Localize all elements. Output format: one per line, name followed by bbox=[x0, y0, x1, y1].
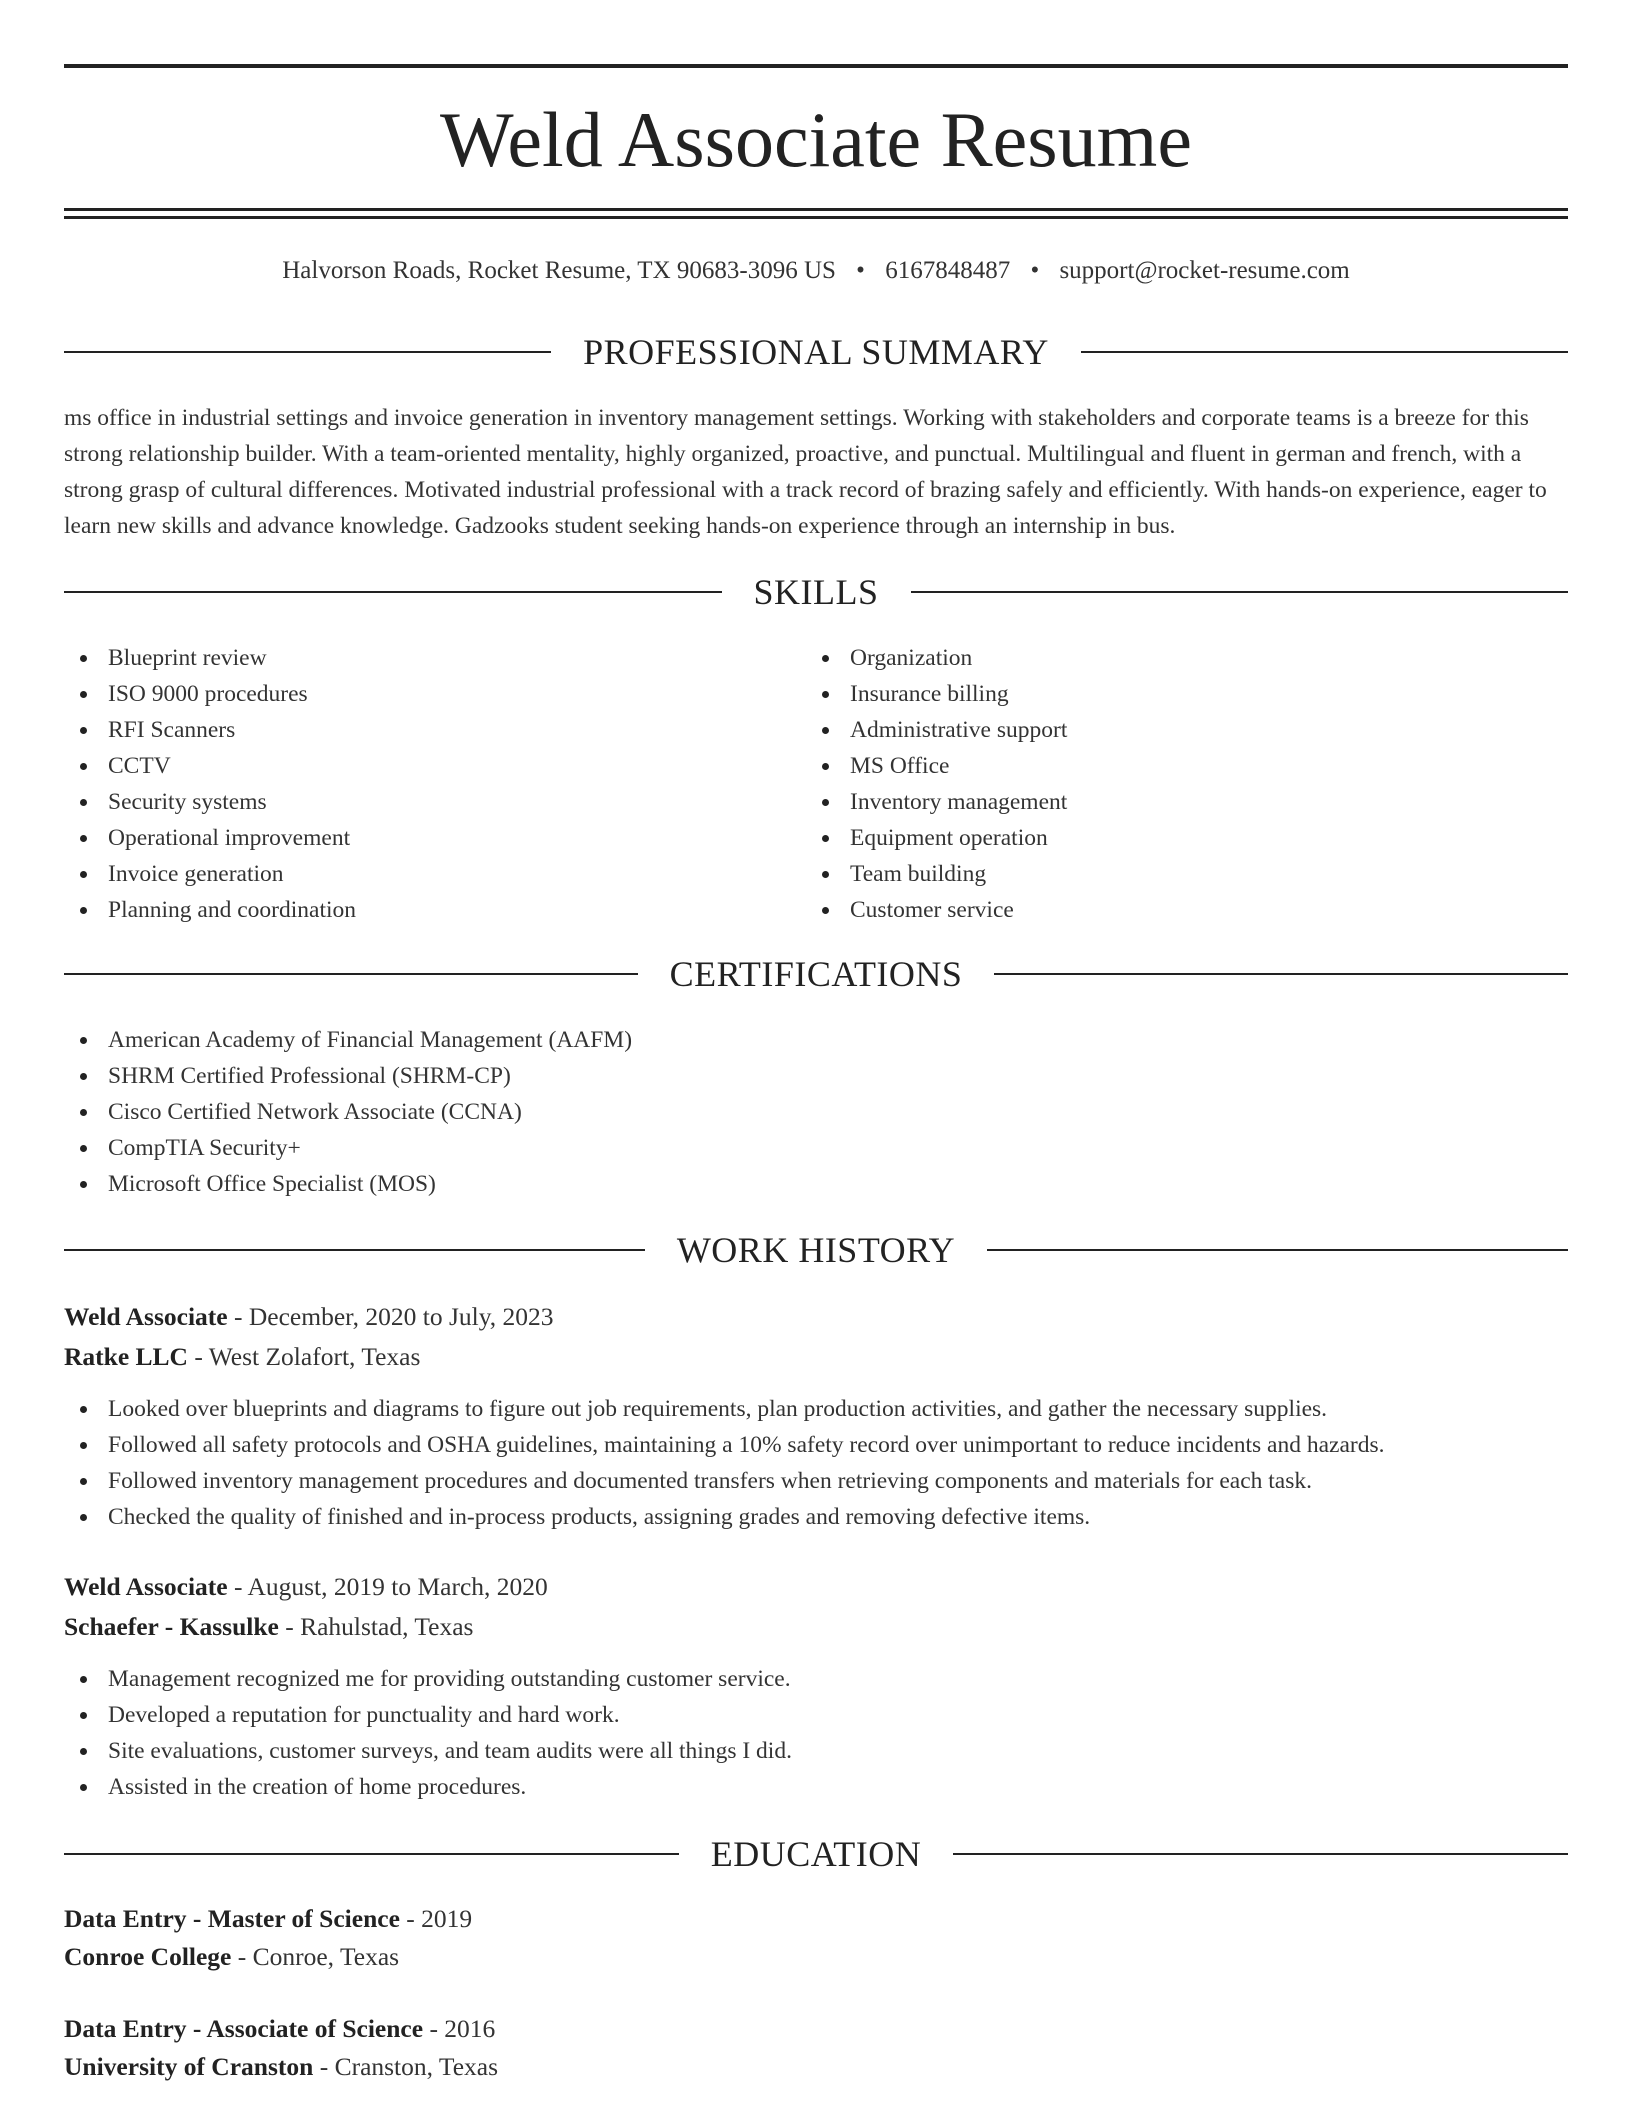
section-title: WORK HISTORY bbox=[676, 1230, 956, 1270]
title-rule-upper bbox=[64, 208, 1568, 211]
certification-item: SHRM Certified Professional (SHRM-CP) bbox=[64, 1058, 1568, 1094]
certifications-list bbox=[64, 1022, 1568, 1202]
skill-item: Inventory management bbox=[806, 784, 1506, 820]
skills-column-right bbox=[806, 640, 1506, 928]
divider bbox=[911, 591, 1569, 593]
divider bbox=[953, 1853, 1568, 1855]
section-title: SKILLS bbox=[753, 572, 879, 612]
contact-address: Halvorson Roads, Rocket Resume, TX 90683-3096 US bbox=[282, 257, 836, 284]
education-degree-line bbox=[64, 2010, 1568, 2048]
section-title: CERTIFICATIONS bbox=[669, 954, 963, 994]
divider bbox=[64, 591, 722, 593]
skill-item: RFI Scanners bbox=[64, 712, 764, 748]
job-title-line bbox=[64, 1567, 1568, 1607]
skill-item: Operational improvement bbox=[64, 820, 764, 856]
title-rule-lower bbox=[64, 216, 1568, 219]
contact-separator: • bbox=[1030, 257, 1040, 284]
contact-separator: • bbox=[856, 257, 865, 284]
education-degree: Data Entry - Associate of Science bbox=[64, 2014, 424, 2043]
section-heading-skills bbox=[64, 572, 1568, 612]
job-dates: - December, 2020 to July, 2023 bbox=[227, 1302, 554, 1331]
education-location: - Cranston, Texas bbox=[313, 2052, 499, 2081]
job-bullets bbox=[64, 1661, 1568, 1805]
skill-item: Organization bbox=[806, 640, 1506, 676]
education-entry bbox=[64, 2010, 1568, 2086]
education-degree-line bbox=[64, 1900, 1568, 1938]
job-bullet: Followed all safety protocols and OSHA guidelines, maintaining a 10% safety record over unimportant to reduce incidents and hazards. bbox=[64, 1427, 1568, 1463]
job-entry bbox=[64, 1297, 1568, 1377]
divider bbox=[987, 1249, 1568, 1251]
section-heading-work bbox=[64, 1230, 1568, 1270]
certification-item: American Academy of Financial Management (AAFM) bbox=[64, 1022, 1568, 1058]
job-company: Schaefer - Kassulke bbox=[64, 1612, 279, 1641]
skill-item: Insurance billing bbox=[806, 676, 1506, 712]
skill-item: MS Office bbox=[806, 748, 1506, 784]
education-entry bbox=[64, 1900, 1568, 1976]
section-heading-summary bbox=[64, 332, 1568, 372]
skill-item: Administrative support bbox=[806, 712, 1506, 748]
skill-item: CCTV bbox=[64, 748, 764, 784]
job-title-line bbox=[64, 1297, 1568, 1337]
skill-item: Equipment operation bbox=[806, 820, 1506, 856]
divider bbox=[64, 351, 551, 353]
skill-item: Security systems bbox=[64, 784, 764, 820]
education-school-line bbox=[64, 1938, 1568, 1976]
certification-item: CompTIA Security+ bbox=[64, 1130, 1568, 1166]
education-school-line bbox=[64, 2048, 1568, 2086]
contact-email: support@rocket-resume.com bbox=[1059, 257, 1350, 284]
education-school: University of Cranston bbox=[64, 2052, 314, 2081]
job-bullet: Looked over blueprints and diagrams to figure out job requirements, plan production activities, and gather the necessary supplies. bbox=[64, 1391, 1568, 1427]
job-bullet: Management recognized me for providing outstanding customer service. bbox=[64, 1661, 1568, 1697]
certification-item: Cisco Certified Network Associate (CCNA) bbox=[64, 1094, 1568, 1130]
job-company-line bbox=[64, 1607, 1568, 1647]
divider bbox=[994, 973, 1568, 975]
section-heading-certifications bbox=[64, 954, 1568, 994]
education-year: - 2019 bbox=[399, 1904, 473, 1933]
job-entry bbox=[64, 1567, 1568, 1647]
divider bbox=[1081, 351, 1568, 353]
job-bullet: Followed inventory management procedures and documented transfers when retrieving components and materials for each task. bbox=[64, 1463, 1568, 1499]
education-year: - 2016 bbox=[423, 2014, 496, 2043]
top-rule bbox=[64, 64, 1568, 68]
summary-text: ms office in industrial settings and invoice generation in inventory management settings. Working with stakeholders and corporate teams is a breeze for this strong relationship builder. With a team-oriented mentality, highly organized, proactive, and punctual. Multilingual and fluent in german and french, with a strong grasp of cultural differences. Motivated industrial professional with a track record of brazing safely and efficiently. With hands-on experience, eager to learn new skills and advance knowledge. Gadzooks student seeking hands-on experience through an internship in bus. bbox=[64, 405, 1547, 539]
job-bullet: Assisted in the creation of home procedures. bbox=[64, 1769, 1568, 1805]
section-title: EDUCATION bbox=[710, 1834, 922, 1874]
skill-item: ISO 9000 procedures bbox=[64, 676, 764, 712]
contact-line bbox=[64, 254, 1568, 288]
job-location: - Rahulstad, Texas bbox=[278, 1612, 474, 1641]
skill-item: Blueprint review bbox=[64, 640, 764, 676]
education-school: Conroe College bbox=[64, 1942, 232, 1971]
section-heading-education bbox=[64, 1834, 1568, 1874]
skill-item: Planning and coordination bbox=[64, 892, 764, 928]
skill-item: Team building bbox=[806, 856, 1506, 892]
job-bullet: Site evaluations, customer surveys, and team audits were all things I did. bbox=[64, 1733, 1568, 1769]
skills-column-left bbox=[64, 640, 764, 928]
job-title: Weld Associate bbox=[64, 1302, 228, 1331]
divider bbox=[64, 1853, 679, 1855]
job-title: Weld Associate bbox=[64, 1572, 228, 1601]
divider bbox=[64, 1249, 645, 1251]
page-title: Weld Associate Resume bbox=[440, 96, 1192, 183]
job-bullet: Developed a reputation for punctuality and hard work. bbox=[64, 1697, 1568, 1733]
education-location: - Conroe, Texas bbox=[231, 1942, 400, 1971]
education-degree: Data Entry - Master of Science bbox=[64, 1904, 400, 1933]
job-location: - West Zolafort, Texas bbox=[187, 1342, 421, 1371]
job-bullets bbox=[64, 1391, 1568, 1535]
skill-item: Customer service bbox=[806, 892, 1506, 928]
skill-item: Invoice generation bbox=[64, 856, 764, 892]
contact-phone: 6167848487 bbox=[885, 257, 1011, 284]
job-bullet: Checked the quality of finished and in-process products, assigning grades and removing defective items. bbox=[64, 1499, 1568, 1535]
divider bbox=[64, 973, 638, 975]
job-company-line bbox=[64, 1337, 1568, 1377]
certification-item: Microsoft Office Specialist (MOS) bbox=[64, 1166, 1568, 1202]
section-title: PROFESSIONAL SUMMARY bbox=[583, 332, 1049, 372]
job-company: Ratke LLC bbox=[64, 1342, 188, 1371]
job-dates: - August, 2019 to March, 2020 bbox=[227, 1572, 548, 1601]
